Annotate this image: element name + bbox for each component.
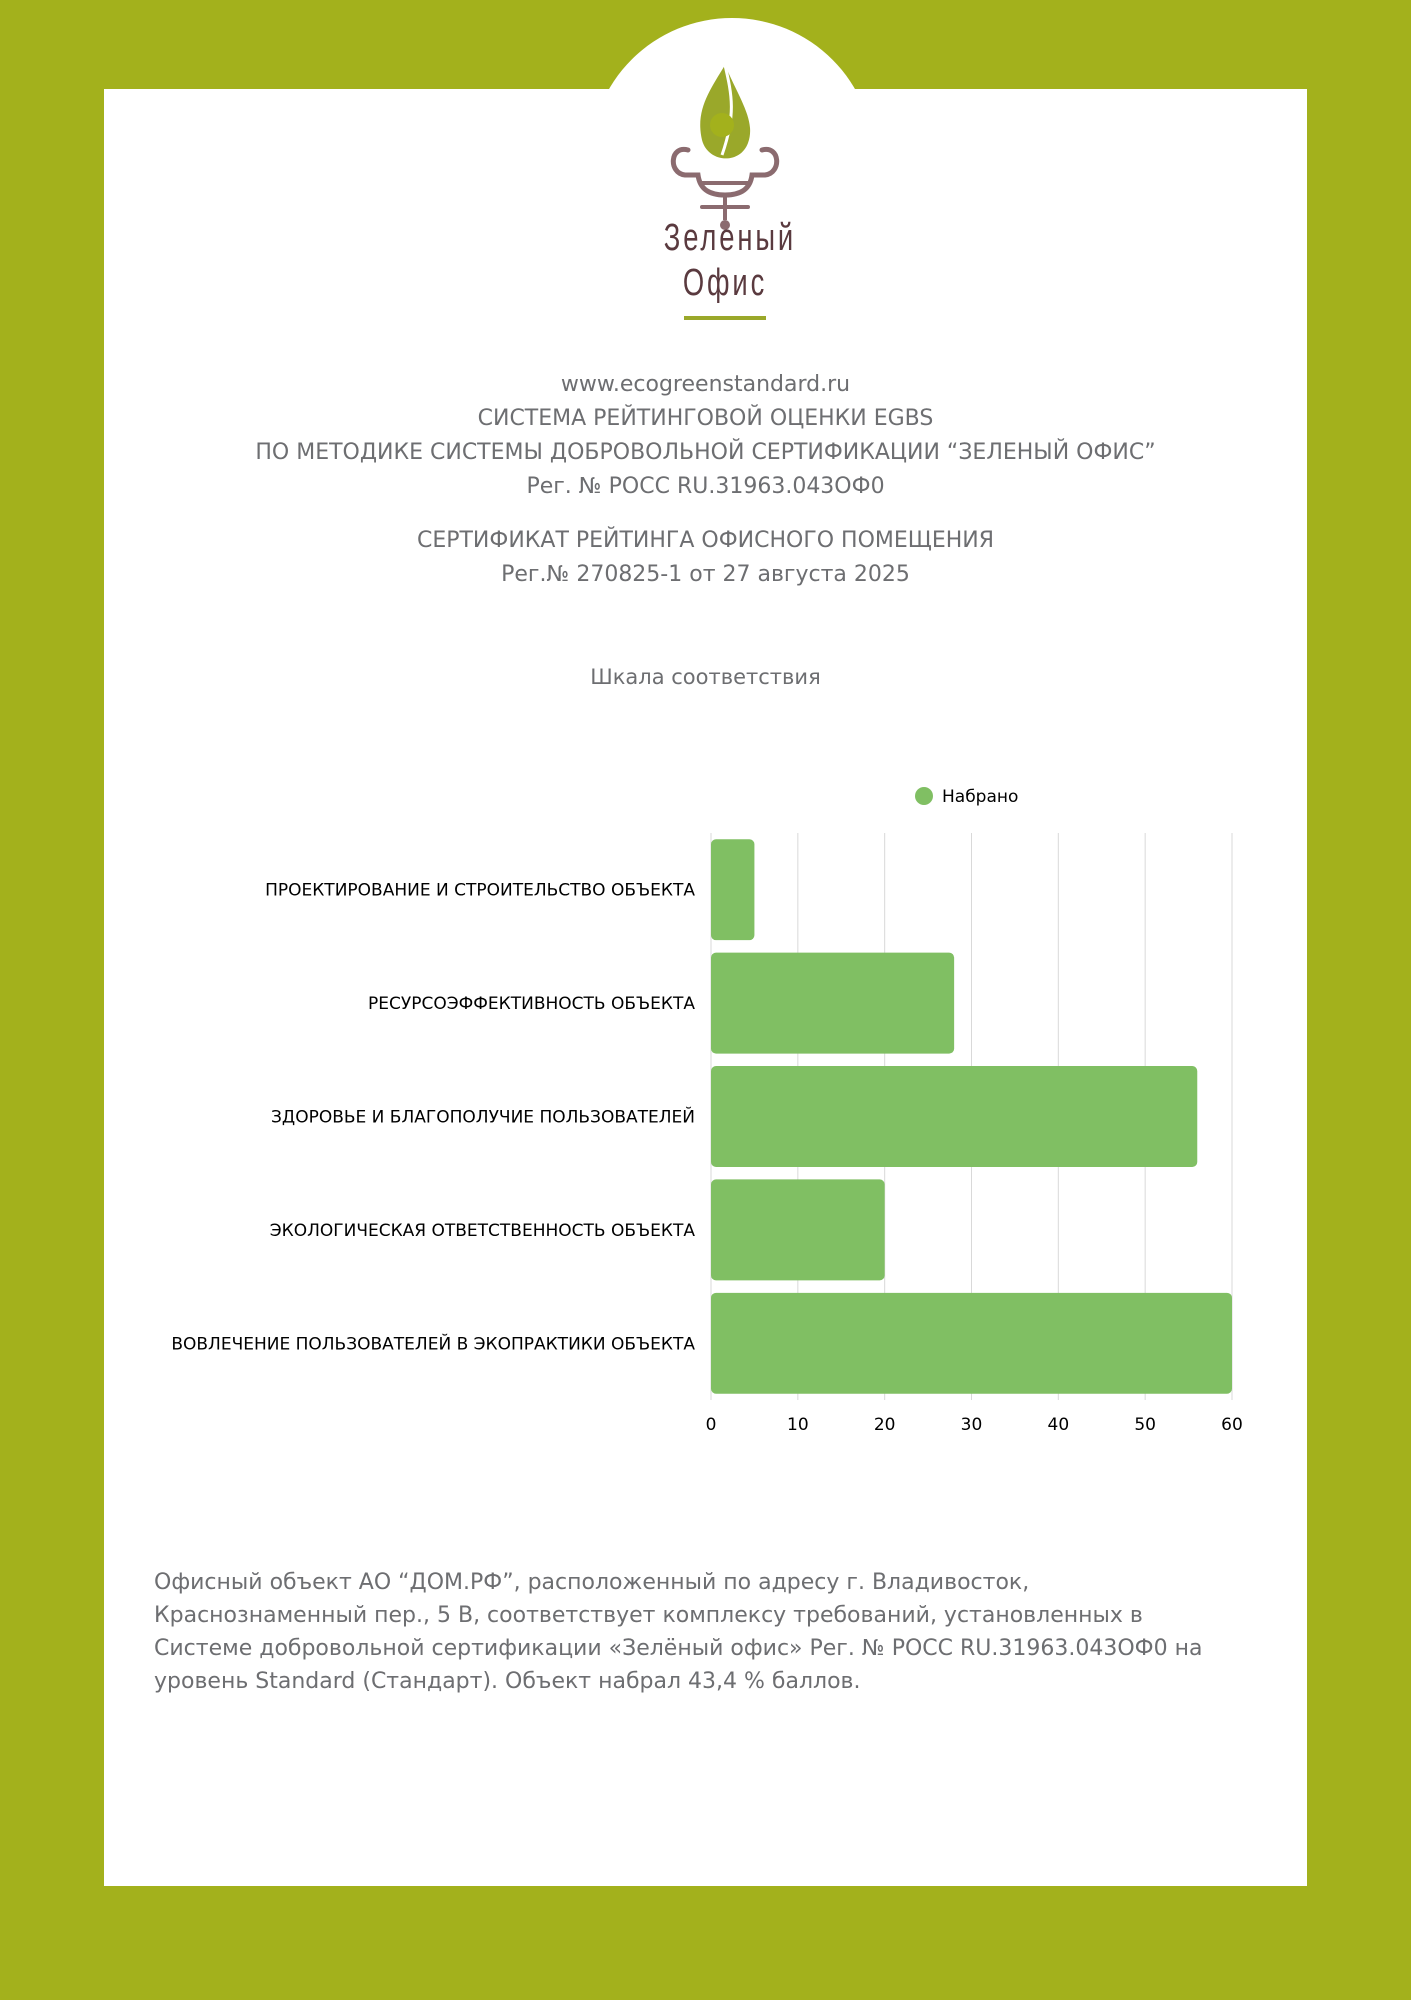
x-tick-label: 30 xyxy=(960,1415,983,1435)
bar-1 xyxy=(711,839,754,940)
certificate-title: СЕРТИФИКАТ РЕЙТИНГА ОФИСНОГО ПОМЕЩЕНИЯ xyxy=(416,528,995,553)
chart-legend xyxy=(915,787,1018,807)
logo-underline xyxy=(684,316,766,320)
category-label: ЭКОЛОГИЧЕСКАЯ ОТВЕТСТВЕННОСТЬ ОБЪЕКТА xyxy=(269,1220,695,1241)
category-label: ЗДОРОВЬЕ И БЛАГОПОЛУЧИЕ ПОЛЬЗОВАТЕЛЕЙ xyxy=(271,1107,695,1128)
rating-system-title: СИСТЕМА РЕЙТИНГОВОЙ ОЦЕНКИ EGBS xyxy=(477,406,934,431)
x-tick-label: 50 xyxy=(1134,1415,1156,1435)
bar-2 xyxy=(711,953,954,1054)
legend-label: Набрано xyxy=(942,787,1019,807)
certificate-registration: Рег.№ 270825-1 от 27 августа 2025 xyxy=(501,562,910,587)
logo-word-office: Офис xyxy=(682,262,768,304)
certificate-description: Офисный объект АО “ДОМ.РФ”, расположенный по адресу г. Владивосток, Краснознаменный пер., 5 В, соответствует комплексу требований, установленных в Системе добровольной сертификации «Зелёный офис» Рег. № РОСС RU.31963.043ОФ0 на уровень Standard (Стандарт). Объект набрал 43,4 % баллов. xyxy=(154,1570,1203,1694)
category-label: РЕСУРСОЭФФЕКТИВНОСТЬ ОБЪЕКТА xyxy=(368,994,695,1015)
bar-3 xyxy=(711,1066,1197,1167)
armchair-leaf-logo-icon xyxy=(640,55,810,235)
bar-5 xyxy=(711,1293,1232,1394)
system-registration-number: Рег. № РОСС RU.31963.043ОФ0 xyxy=(526,474,885,499)
x-tick-label: 40 xyxy=(1047,1415,1070,1435)
x-tick-label: 60 xyxy=(1221,1415,1243,1435)
logo-word-green: Зеленый xyxy=(663,217,797,259)
category-label: ВОВЛЕЧЕНИЕ ПОЛЬЗОВАТЕЛЕЙ В ЭКОПРАКТИКИ ОБЪЕКТА xyxy=(171,1334,695,1355)
category-label: ПРОЕКТИРОВАНИЕ И СТРОИТЕЛЬСТВО ОБЪЕКТА xyxy=(265,880,695,901)
x-tick-label: 10 xyxy=(787,1415,809,1435)
legend-marker xyxy=(915,787,933,805)
bar-4 xyxy=(711,1179,885,1280)
logo xyxy=(640,55,810,330)
x-tick-label: 0 xyxy=(705,1415,717,1435)
compliance-bar-chart xyxy=(0,770,1411,1440)
chart-title: Шкала соответствия xyxy=(590,665,821,689)
website-url: www.ecogreenstandard.ru xyxy=(560,372,851,397)
x-tick-label: 20 xyxy=(873,1415,896,1435)
methodology-title: ПО МЕТОДИКЕ СИСТЕМЫ ДОБРОВОЛЬНОЙ СЕРТИФИКАЦИИ “ЗЕЛЕНЫЙ ОФИС” xyxy=(255,440,1156,465)
